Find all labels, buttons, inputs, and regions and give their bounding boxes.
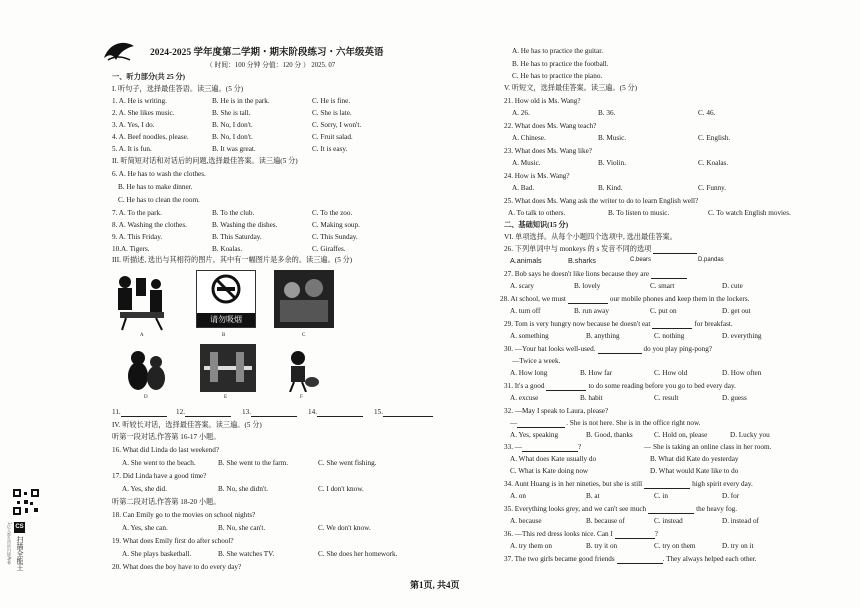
exam-title: 2024-2025 学年度第二学期・期末阶段练习・六年级英语 [150, 48, 384, 58]
question-20-option-c: C. He has to practice the piano. [512, 72, 603, 80]
picture-e-label: E [224, 395, 228, 400]
picture-d-animals-icon [124, 346, 170, 392]
question-17: 17. Did Linda have a good time? [112, 472, 207, 480]
question-30: 30. —Your bat looks well-used. do you play ping-pong? [504, 345, 712, 353]
question-27: 27. Bob says he doesn't like lions because they are [504, 270, 687, 279]
question-21: 21. How old is Ms. Wang? [504, 97, 581, 105]
question-33: 33. — ? — She is taking an online class in her room. [504, 443, 772, 451]
question-20-option-a: A. He has to practice the guitar. [512, 47, 604, 55]
picture-f-label: F [300, 395, 303, 400]
question-23: 23. What does Ms. Wang like? [504, 147, 592, 155]
question-25: 25. What does Ms. Wang ask the writer to do to learn English well? [504, 197, 699, 205]
question-22: 22. What does Ms. Wang teach? [504, 122, 597, 130]
question-6-a: 6. A. He has to wash the clothes. [112, 170, 206, 178]
picture-b-label: B [222, 333, 226, 338]
school-logo-icon [100, 38, 138, 64]
section-ii-heading: II. 听简短对话和对话后的问题,选择最佳答案。读三遍(5 分) [112, 157, 298, 165]
question-34: 34. Aunt Huang is in her nineties, but she is still high spirit every day. [504, 480, 753, 488]
question-36: 36. —This red dress looks nice. Can I ? [504, 530, 658, 538]
picture-c-scene-icon [274, 270, 334, 328]
question-20: 20. What does the boy have to do every day? [112, 563, 242, 571]
exam-page: 2024-2025 学年度第二学期・期末阶段练习・六年级英语 （ 时间：100 分钟 分值：120 分 ） 2025. 07 一、听力部分(共 25 分) I. 听句子，选择最佳答语。读三遍。(5 分) 1. A. He is writing. B. He is in the park. C. He is fine. 2. A. She likes music. B. She is tall. C. She is late. 3. A. Yes, I do. B. No, I don't. C. Sorry, I won't. 4. A. Beef noodles, please. B. No, I don't. C. Fruit salad. 5. A. It is fun. B. It was great. C. It is easy. II. 听简短对话和对话后的问题,选择最佳答案。读三遍(5 分) 6. A. He has to wash the clothes. B. He has to make dinner. C. He has to clean the room. 7. A. To the park. B. To the club. C. To the zoo. 8. A. Washing the clothes. B. Washing the dishes. C. Making soup. 9. A. This Friday. B. This Saturday. C. This Sunday. 10.A. Tigers. B. Koalas. C. Giraffes. III. 听描述, 选出与其相符的图片。其中有一幅图片是多余的。读三遍。(5 分) A 请勿吸烟 B C D E F 11. 12. 13. 14. 15. IV. 听较长对话，选择最佳答案。读三遍。(5 分) 听第一段对话,作答第 16-17 小题。 16. What did Linda do last weekend? A. She went to the beach. B. She went to the farm. C. She went fishing. 17. Did Linda have a good time? A. Yes, she did. B. No, she didn't. C. I don't know. 听第二段对话,作答第 18-20 小题。 18. Can Emily go to the movies on school nights? A. Yes, she can. B. No, she can't. C. We don't know. 19. What does Emily first do after school? A. She plays basketball. B. She watches TV. C. She does her homework. 20. What does the boy have to do every day? A. He has to practice the guitar. B. He has to practice the football. C. He has to practice the piano. V. 听短文，选择最佳答案。读三遍。(5 分) 21. How old is Ms. Wang? A. 26. B. 36. C. 46. 22. What does Ms. Wang teach? A. Chinese. B. Music. C. English. 23. What does Ms. Wang like? A. Music. B. Violin. C. Koalas. 24. How is Ms. Wang? A. Bad. B. Kind. C. Funny. 25. What does Ms. Wang ask the writer to do to learn English well? A. To talk to others. B. To listen to music. C. To watch English movies. 二、基础知识(15 分) VI. 单项选择。从每个小题四个选项中, 选出最佳答案。 26. 下列单词中与 monkeys 的 s 发音不同的选项 A.animals B.sharks C.bears D.pandas 27. Bob says he doesn't like lions because they are A. scary B. lovely C. smart D. cute 28. At school, we must our mobile phones and keep them in the lockers. A. turn off B. run away C. put on D. get out 29. Tom is very hungry now because he doesn't eat for breakfast. A. something B. anything C. nothing D. everything 30. —Your bat looks well-used. do you play ping-pong? —Twice a week. A. How long B. How far C. How old D. How often 31. It's a good to do some reading before you go to bed every day. A. excuse B. habit C. result D. guess 32. —May I speak to Laura, please? — . She is not here. She is in the office right now. A. Yes, speaking B. Good, thanks C. Hold on, please D. Lucky you 33. — ? — She is taking an online class in her room. A. What does Kate usually do B. What did Kate do yesterday C. What is Kate doing now D. What would Kate like to do 34. Aunt Huang is in her nineties, but she is still high spirit every day. A. on B. at C. in D. for 35. Everything looks grey, and we can't see much the heavy fog. A. because B. because of C. instead D. instead of 36. —This red dress looks nice. Can I ? A. try them on B. try it on C. try on them D. try on it 37. The two girls became good friends . They always helped each other. CS 扫描全能王 3亿人都在用的扫描App 第1页, 共4页 [0, 0, 860, 608]
question-20-option-b: B. He has to practice the football. [512, 60, 609, 68]
section-iii-heading: III. 听描述, 选出与其相符的图片。其中有一幅图片是多余的。读三遍。(5 分) [112, 256, 353, 264]
question-28: 28. At school, we must our mobile phones and keep them in the lockers. [500, 295, 750, 303]
picture-e-scene-icon [200, 344, 256, 392]
question-35: 35. Everything looks grey, and we can't see much the heavy fog. [504, 505, 738, 513]
picture-b-no-smoking-sign [196, 270, 256, 328]
section-v-heading: V. 听短文，选择最佳答案。读三遍。(5 分) [504, 84, 638, 92]
qr-code-icon [12, 488, 40, 516]
question-26: 26. 下列单词中与 monkeys 的 s 发音不同的选项 [504, 245, 697, 254]
question-24: 24. How is Ms. Wang? [504, 172, 570, 180]
scanner-app-name: 扫描全能王 [16, 536, 24, 571]
question-16: 16. What did Linda do last weekend? [112, 446, 220, 454]
scanner-tagline: 3亿人都在用的扫描App [7, 522, 12, 565]
no-smoking-caption: 请勿吸烟 [197, 313, 255, 327]
section-listening: 一、听力部分(共 25 分) [112, 73, 186, 81]
question-30-reply: —Twice a week. [512, 357, 561, 365]
question-6-c: C. He has to clean the room. [118, 196, 200, 204]
question-37: 37. The two girls became good friends . They always helped each other. [504, 555, 757, 563]
exam-subtitle: （ 时间：100 分钟 分值：120 分 ） 2025. 07 [206, 62, 336, 69]
scanner-logo-icon: CS [14, 522, 25, 533]
question-29: 29. Tom is very hungry now because he doesn't eat for breakfast. [504, 320, 733, 328]
section-iv-heading: IV. 听较长对话，选择最佳答案。读三遍。(5 分) [112, 421, 262, 429]
dialogue-1-note: 听第一段对话,作答第 16-17 小题。 [112, 433, 221, 441]
question-6-b: B. He has to make dinner. [118, 183, 193, 191]
question-32: 32. —May I speak to Laura, please? [504, 407, 609, 415]
section-vi-heading: VI. 单项选择。从每个小题四个选项中, 选出最佳答案。 [504, 233, 677, 241]
question-31: 31. It's a good to do some reading before you go to bed every day. [504, 382, 736, 390]
dialogue-2-note: 听第二段对话,作答第 18-20 小题。 [112, 498, 221, 506]
section-i-heading: I. 听句子，选择最佳答语。读三遍。(5 分) [112, 85, 244, 93]
picture-a-label: A [140, 333, 144, 338]
no-smoking-icon [197, 271, 255, 311]
question-32-reply: — . She is not here. She is in the office right now. [510, 419, 701, 427]
scanner-watermark [7, 522, 26, 586]
page-footer: 第1页, 共4页 [410, 580, 460, 590]
question-18: 18. Can Emily go to the movies on school nights? [112, 511, 256, 519]
picture-a-people-icon [116, 270, 168, 332]
section-basic-knowledge: 二、基础知识(15 分) [504, 221, 569, 229]
question-19: 19. What does Emily first do after school? [112, 537, 234, 545]
picture-f-boy-icon [282, 348, 322, 392]
picture-c-label: C [302, 333, 306, 338]
picture-d-label: D [144, 395, 148, 400]
